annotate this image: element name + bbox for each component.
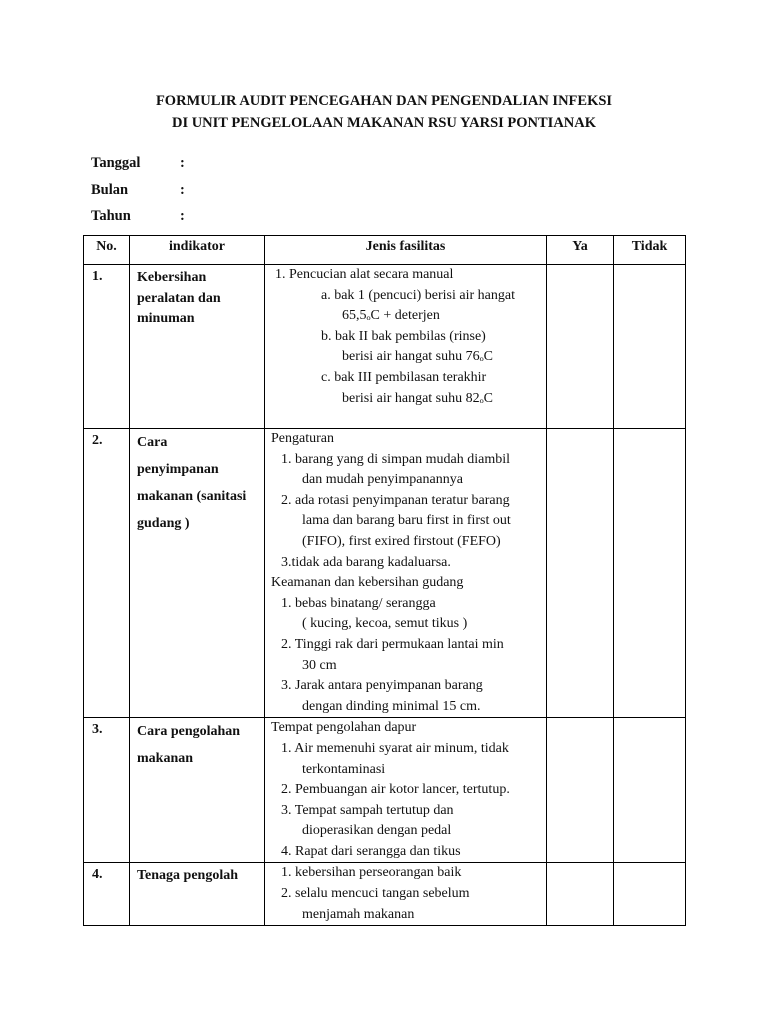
jenis-line: Tempat pengolahan dapur [271, 720, 417, 736]
jenis-line: 3. Tempat sampah tertutup dan [281, 802, 454, 818]
indikator-line: penyimpanan [137, 462, 219, 477]
indikator-line: Kebersihan [137, 270, 207, 285]
jenis-line: c. bak III pembilasan terakhir [321, 369, 487, 385]
indikator-cell [130, 265, 265, 429]
indikator-line: Cara pengolahan [137, 724, 241, 740]
jenis-line: 3.tidak ada barang kadaluarsa. [281, 554, 451, 570]
indikator-line: minuman [137, 311, 195, 326]
jenis-line: 1. bebas binatang/ serangga [281, 595, 436, 611]
tidak-checkbox-cell[interactable] [614, 863, 686, 926]
indikator-line: peralatan dan [137, 290, 221, 306]
jenis-line: 2. Tinggi rak dari permukaan lantai min [281, 636, 504, 652]
indikator-line: Tenaga pengolah [137, 868, 239, 884]
indikator-cell [130, 429, 265, 718]
jenis-line: dan mudah penyimpanannya [302, 472, 463, 488]
jenis-line: menjamah makanan [302, 906, 415, 922]
jenis-line: a. bak 1 (pencuci) berisi air hangat [321, 287, 515, 303]
indikator-cell [130, 718, 265, 863]
jenis-line: lama dan barang baru first in first out [302, 513, 511, 529]
ya-checkbox-cell[interactable] [547, 265, 614, 429]
jenis-line: dengan dinding minimal 15 cm. [302, 698, 481, 714]
jenis-line: 1. Air memenuhi syarat air minum, tidak [281, 740, 509, 756]
table-row [84, 429, 686, 718]
jenis-line: berisi air hangat suhu 76ₒC [342, 349, 494, 365]
jenis-line: 2. selalu mencuci tangan sebelum [281, 886, 470, 902]
row-number: 2. [84, 429, 130, 718]
jenis-line: b. bak II bak pembilas (rinse) [321, 328, 486, 344]
ya-checkbox-cell[interactable] [547, 718, 614, 863]
jenis-fasilitas-cell [265, 265, 547, 429]
jenis-fasilitas-cell [265, 718, 547, 863]
tahun-colon: : [180, 208, 185, 224]
tidak-checkbox-cell[interactable] [614, 429, 686, 718]
jenis-line: 3. Jarak antara penyimpanan barang [281, 678, 483, 694]
bulan-colon: : [180, 182, 185, 198]
form-title-line-1: FORMULIR AUDIT PENCEGAHAN DAN PENGENDALIAN INFEKSI [155, 93, 613, 109]
table-row [84, 863, 686, 926]
audit-table [83, 235, 686, 926]
indikator-line: gudang ) [137, 516, 190, 531]
indikator-cell [130, 863, 265, 926]
jenis-line: (FIFO), first exired firstout (FEFO) [302, 533, 501, 549]
jenis-line: 1. barang yang di simpan mudah diambil [281, 451, 511, 467]
tidak-checkbox-cell[interactable] [614, 718, 686, 863]
jenis-line: ( kucing, kecoa, semut tikus ) [302, 616, 468, 632]
indikator-line: makanan [137, 751, 194, 767]
ya-checkbox-cell[interactable] [547, 863, 614, 926]
tanggal-label: Tanggal [91, 155, 141, 171]
jenis-line: 65,5ₒC + deterjen [342, 308, 440, 324]
jenis-line: Keamanan dan kebersihan gudang [271, 575, 464, 591]
row-number: 3. [84, 718, 130, 863]
tidak-checkbox-cell[interactable] [614, 265, 686, 429]
header-ya: Ya [547, 236, 614, 265]
header-tidak: Tidak [614, 236, 686, 265]
header-indikator: indikator [130, 236, 265, 265]
jenis-line: 2. ada rotasi penyimpanan teratur barang [281, 492, 510, 508]
indikator-line: makanan (sanitasi [137, 489, 247, 504]
jenis-line: 1. Pencucian alat secara manual [275, 267, 454, 282]
table-row [84, 265, 686, 429]
tahun-label: Tahun [91, 208, 131, 224]
jenis-line: 2. Pembuangan air kotor lancer, tertutup. [281, 782, 510, 798]
indikator-line: Cara [137, 435, 168, 450]
ya-checkbox-cell[interactable] [547, 429, 614, 718]
jenis-line: 1. kebersihan perseorangan baik [281, 865, 462, 881]
row-number: 1. [84, 265, 130, 429]
tanggal-colon: : [180, 155, 185, 171]
jenis-line: berisi air hangat suhu 82ₒC [342, 390, 494, 406]
header-jenis-fasilitas: Jenis fasilitas [265, 236, 547, 265]
jenis-line: Pengaturan [271, 431, 334, 446]
jenis-line: 30 cm [302, 657, 337, 673]
jenis-line: terkontaminasi [302, 761, 386, 777]
form-title-line-2: DI UNIT PENGELOLAAN MAKANAN RSU YARSI PONTIANAK [171, 115, 597, 131]
table-row [84, 718, 686, 863]
jenis-fasilitas-cell [265, 863, 547, 926]
jenis-line: 4. Rapat dari serangga dan tikus [281, 843, 461, 859]
jenis-fasilitas-cell [265, 429, 547, 718]
header-no: No. [84, 236, 130, 265]
table-header-row [84, 236, 686, 265]
jenis-line: dioperasikan dengan pedal [302, 823, 452, 839]
bulan-label: Bulan [91, 182, 129, 198]
row-number: 4. [84, 863, 130, 926]
